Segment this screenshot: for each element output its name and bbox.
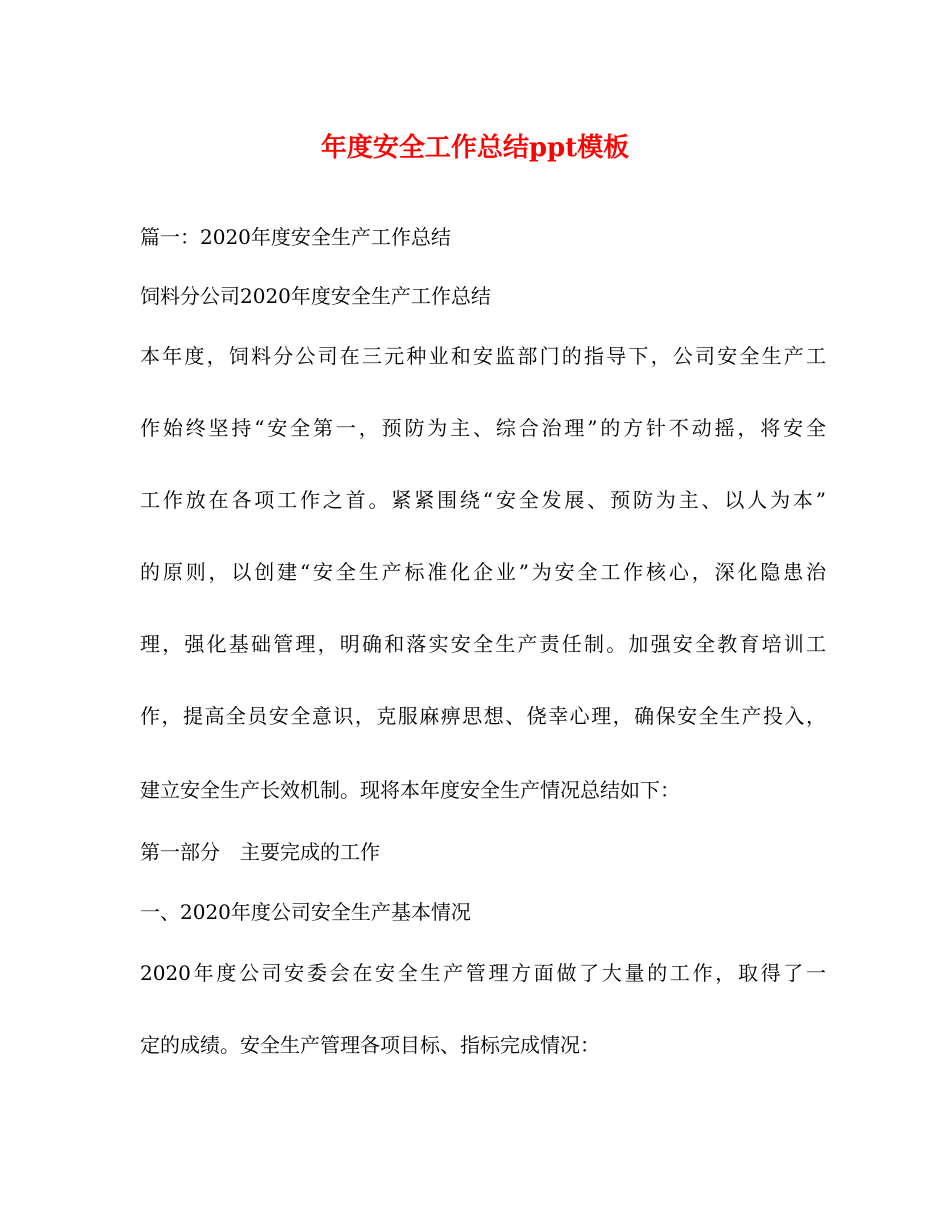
chapter-heading: 篇一：2020年度安全生产工作总结 bbox=[140, 225, 451, 249]
paragraph-line: 2020年度公司安委会在安全生产管理方面做了大量的工作，取得了一 bbox=[140, 961, 826, 985]
paragraph-line: 的原则，以创建“安全生产标准化企业”为安全工作核心，深化隐患治 bbox=[140, 560, 826, 584]
paragraph-line: 作，提高全员安全意识，克服麻痹思想、侥幸心理，确保安全生产投入， bbox=[140, 704, 826, 728]
paragraph-line: 作始终坚持“安全第一，预防为主、综合治理”的方针不动摇，将安全 bbox=[140, 416, 826, 440]
paragraph-line: 定的成绩。安全生产管理各项目标、指标完成情况： bbox=[140, 1033, 600, 1057]
section-heading: 第一部分 主要完成的工作 bbox=[140, 840, 380, 864]
paragraph-line: 理，强化基础管理，明确和落实安全生产责任制。加强安全教育培训工 bbox=[140, 632, 826, 656]
document-title: 年度安全工作总结ppt模板 bbox=[320, 133, 630, 163]
paragraph-line: 本年度，饲料分公司在三元种业和安监部门的指导下，公司安全生产工 bbox=[140, 344, 826, 368]
report-subtitle: 饲料分公司2020年度安全生产工作总结 bbox=[140, 284, 491, 308]
paragraph-line: 建立安全生产长效机制。现将本年度安全生产情况总结如下： bbox=[140, 778, 680, 802]
paragraph-line: 工作放在各项工作之首。紧紧围绕“安全发展、预防为主、以人为本” bbox=[140, 488, 826, 512]
subsection-heading: 一、2020年度公司安全生产基本情况 bbox=[140, 900, 471, 924]
